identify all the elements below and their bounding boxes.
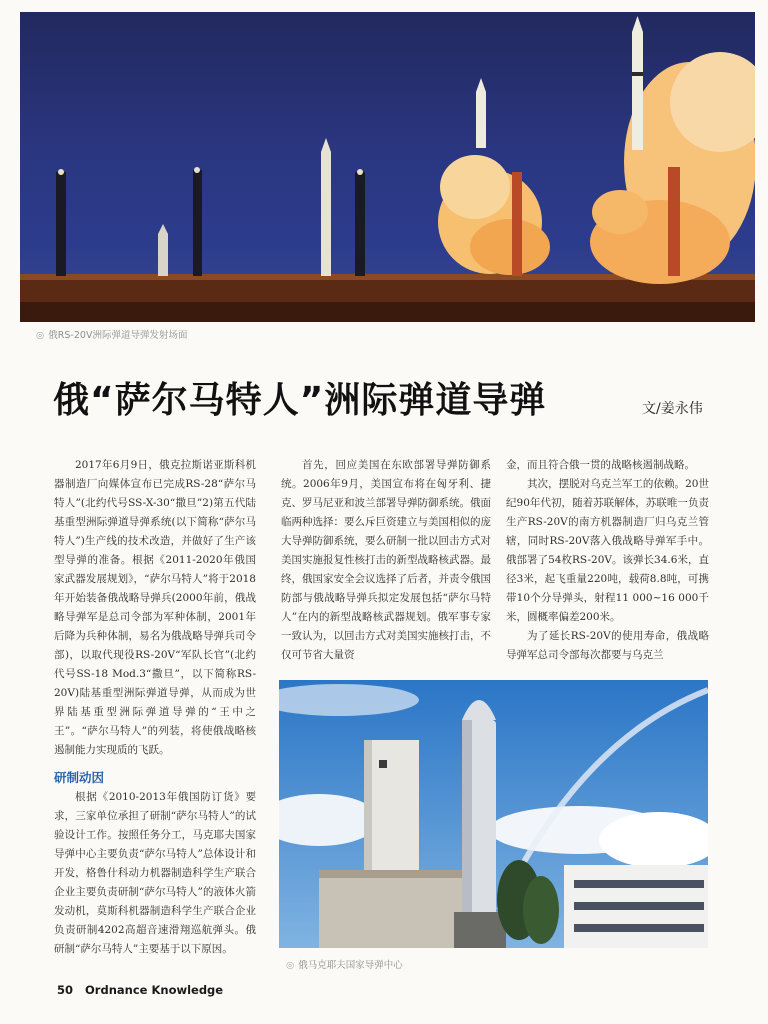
launch-photo (20, 12, 755, 322)
column-1-continued (54, 788, 256, 959)
page-footer (57, 983, 223, 997)
magazine-name: Ordnance Knowledge (85, 983, 224, 997)
paragraph-third-reason: 为了延长RS-20V的使用寿命，俄战略导弹军总司令部每次都要与乌克兰 (506, 630, 709, 661)
paragraph-first-reason: 首先，回应美国在东欧部署导弹防御系统。2006年9月，美国宣布将在匈牙利、捷克、罗马尼亚和波兰部署导弹防御系统。俄面临两种选择：要么斥巨资建立与美国相似的庞大导弹防御系统，要么研制一批以回击方式对美国实施报复性核打击的新型战略核武器。最终，俄国家安全会议选择了后者，并责令俄国防部与俄战略导弹兵拟定发展包括“萨尔马特人”在内的新型战略核武器规划。俄军事专家一致认为，以回击方式对美国实施核打击，不仅可节省大量资 (281, 459, 491, 661)
column-2 (281, 456, 491, 665)
photo2-caption: ◎ 俄马克耶夫国家导弹中心 (286, 960, 403, 971)
section-heading: 研制动因 (54, 770, 105, 785)
article-title: 俄“萨尔马特人”洲际弹道导弹 (53, 380, 547, 421)
hero-caption: ◎ 俄RS-20V洲际弹道导弹发射场面 (36, 330, 188, 341)
column-1 (54, 456, 256, 760)
paragraph-second-reason: 其次，摆脱对乌克兰军工的依赖。20世纪90年代初，随着苏联解体，苏联唯一负责生产RS-20V的南方机器制造厂归乌克兰管辖，同时RS-20V落入俄战略导弹军手中。俄部署了54枚RS-20V。该弹长34.6米，直径3米，起飞重量220吨，载荷8.8吨，可携带10个分导弹头，射程11 000~16 000千米，圆概率偏差200米。 (506, 478, 709, 623)
paragraph-continuation: 金，而且符合俄一贯的战略核遏制战略。 (506, 459, 695, 471)
missile-center-photo (279, 680, 708, 948)
paragraph-development: 根据《2010-2013年俄国防订货》要求，三家单位承担了研制“萨尔马特人”的试验设计工作。按照任务分工，马克耶夫国家导弹中心主要负责“萨尔马特人”总体设计和开发，格鲁什科动力机器制造科学生产联合企业主要负责研制“萨尔马特人”的液体火箭发动机，莫斯科机器制造科学生产联合企业负责研制4202高超音速滑翔巡航弹头。俄研制“萨尔马特人”主要基于以下原因。 (54, 791, 256, 955)
paragraph-intro: 2017年6月9日，俄克拉斯诺亚斯科机器制造厂向媒体宣布已完成RS-28“萨尔马特人”(北约代号SS-X-30“撒旦”2)第五代陆基重型洲际弹道导弹系统(以下简称“萨尔马特人”)生产线的技术改造，并做好了生产该型导弹的准备。根据《2011-2020年俄国家武器发展规划》，“萨尔马特人”将于2018年开始装备俄战略导弹兵(2000年前，俄战略导弹军是总司令部为军种体制，2001年后降为兵种体制，易名为俄战略导弹兵司令部)，以取代现役RS-20V“军队长官”(北约代号SS-18 Mod.3“撒旦”，以下简称RS-20V)陆基重型洲际弹道导弹，从而成为世界陆基重型洲际弹道导弹的“王中之王”。“萨尔马特人”的列装，将使俄战略核遏制能力实现质的飞跃。 (54, 459, 256, 756)
author-byline: 文/姜永伟 (642, 401, 703, 417)
page-number: 50 (57, 983, 74, 997)
column-3 (506, 456, 709, 665)
